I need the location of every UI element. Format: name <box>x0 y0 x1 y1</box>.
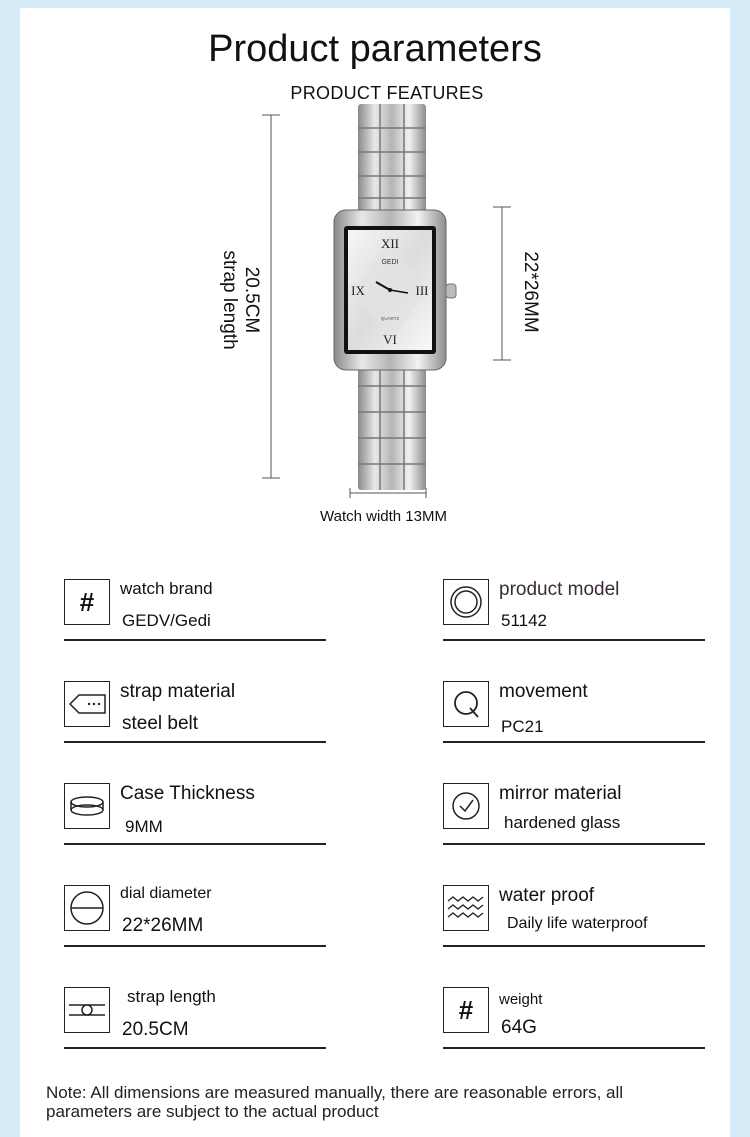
spec-value: 51142 <box>501 611 548 630</box>
strap-length-dim-text: strap length <box>219 250 240 350</box>
strap-length-icon <box>64 987 110 1033</box>
dial-dimension-label: 22*26MM <box>520 251 541 333</box>
clock-icon <box>443 783 489 829</box>
dial-dimension-line <box>493 207 511 360</box>
spec-watch-brand <box>64 579 326 641</box>
svg-text:QUARTZ: QUARTZ <box>380 316 400 321</box>
case-layers-icon <box>64 783 110 829</box>
spec-label: product model <box>499 579 620 600</box>
svg-text:III: III <box>415 283 429 298</box>
strap-icon <box>64 681 110 727</box>
spec-weight <box>443 987 705 1049</box>
spec-value: 64G <box>501 1017 537 1038</box>
spec-value: steel belt <box>122 713 199 734</box>
spec-value: 22*26MM <box>122 915 204 936</box>
upper-bracelet <box>358 104 426 216</box>
spec-value: Daily life waterproof <box>507 915 648 932</box>
spec-label: water proof <box>499 885 595 906</box>
watch-case <box>334 210 456 370</box>
lower-bracelet <box>358 362 426 490</box>
spec-strap-material <box>64 681 326 743</box>
spec-mirror-material <box>443 783 705 845</box>
strap-length-dim-value: 20.5CM <box>241 266 262 334</box>
waves-icon <box>443 885 489 931</box>
svg-text:VI: VI <box>383 332 397 347</box>
spec-value: 9MM <box>125 817 163 836</box>
spec-value: 20.5CM <box>122 1019 189 1040</box>
spec-label: strap material <box>120 681 236 702</box>
strap-length-dimension-label <box>218 250 262 349</box>
page-subtitle: PRODUCT FEATURES <box>290 83 484 103</box>
spec-movement <box>443 681 705 743</box>
hash-icon: # <box>64 579 110 625</box>
hash-icon: # <box>443 987 489 1033</box>
svg-text:XII: XII <box>380 236 400 251</box>
spec-dial-diameter <box>64 885 326 947</box>
spec-label: mirror material <box>499 783 622 804</box>
page-title: Product parameters <box>208 28 542 70</box>
spec-label: watch brand <box>120 579 213 598</box>
spec-label: Case Thickness <box>120 783 255 804</box>
footer-note: Note: All dimensions are measured manually, there are reasonable errors, all parameters are subject to the actual product <box>46 1083 624 1121</box>
spec-strap-length <box>64 987 326 1049</box>
concentric-circles-icon <box>443 579 489 625</box>
q-icon <box>443 681 489 727</box>
spec-label: dial diameter <box>120 885 212 902</box>
svg-text:IX: IX <box>351 283 365 298</box>
spec-value: hardened glass <box>504 813 621 832</box>
spec-value: GEDV/Gedi <box>122 611 211 630</box>
watch-width-label: Watch width 13MM <box>320 508 447 525</box>
spec-label: weight <box>499 991 543 1008</box>
spec-value: PC21 <box>501 717 544 736</box>
dial-icon <box>64 885 110 931</box>
spec-water-proof <box>443 885 705 947</box>
spec-label: movement <box>499 681 588 702</box>
watch-illustration <box>0 0 750 540</box>
strap-length-dimension-line <box>262 115 280 478</box>
spec-product-model <box>443 579 705 641</box>
spec-label: strap length <box>127 987 216 1006</box>
spec-case-thickness <box>64 783 326 845</box>
svg-text:GEDI: GEDI <box>381 259 399 266</box>
